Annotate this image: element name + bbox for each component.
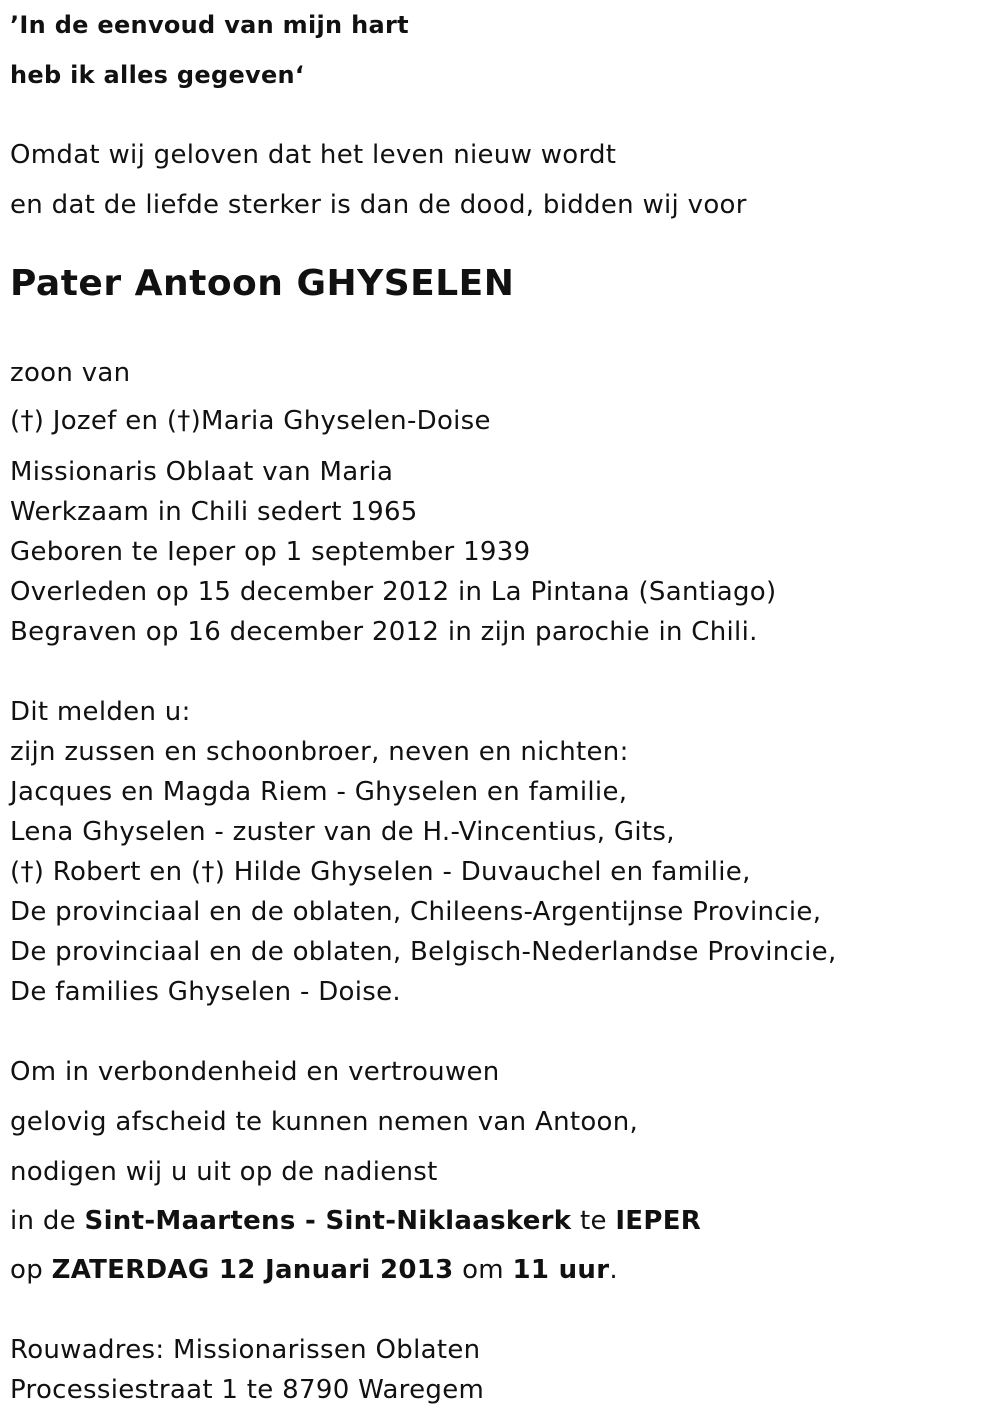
announcer-line: (†) Robert en (†) Hilde Ghyselen - Duvauchel en familie,: [10, 857, 751, 887]
quote-line-2: heb ik alles gegeven‘: [10, 61, 305, 89]
address-line-2: Processiestraat 1 te 8790 Waregem: [10, 1375, 485, 1405]
intro-line-2: en dat de liefde sterker is dan de dood, bidden wij voor: [10, 190, 747, 220]
bio-line: Begraven op 16 december 2012 in zijn parochie in Chili.: [10, 617, 758, 647]
location-prefix: in de: [10, 1206, 85, 1236]
parents-label: zoon van: [10, 358, 131, 388]
announcers-intro: Dit melden u:: [10, 697, 191, 727]
service-time: 11 uur: [512, 1255, 610, 1285]
date-prefix: op: [10, 1255, 52, 1285]
parents-names: (†) Jozef en (†)Maria Ghyselen-Doise: [10, 406, 491, 436]
bio-line: Missionaris Oblaat van Maria: [10, 457, 394, 487]
service-location: [10, 1204, 701, 1238]
service-date: [10, 1253, 618, 1287]
service-line-2: gelovig afscheid te kunnen nemen van Antoon,: [10, 1107, 639, 1137]
quote-line-1: ’In de eenvoud van mijn hart: [10, 11, 409, 39]
location-mid: te: [571, 1206, 616, 1236]
intro-line-1: Omdat wij geloven dat het leven nieuw wordt: [10, 140, 617, 170]
city-name: IEPER: [615, 1206, 702, 1236]
announcer-line: Jacques en Magda Riem - Ghyselen en familie,: [10, 777, 628, 807]
announcer-line: De provinciaal en de oblaten, Chileens-Argentijnse Provincie,: [10, 897, 822, 927]
announcer-line: zijn zussen en schoonbroer, neven en nichten:: [10, 737, 629, 767]
service-line-3: nodigen wij u uit op de nadienst: [10, 1157, 438, 1187]
church-name: Sint-Maartens - Sint-Niklaaskerk: [84, 1206, 572, 1236]
bio-line: Geboren te Ieper op 1 september 1939: [10, 537, 531, 567]
bio-line: Werkzaam in Chili sedert 1965: [10, 497, 418, 527]
announcer-line: De provinciaal en de oblaten, Belgisch-Nederlandse Provincie,: [10, 937, 837, 967]
bio-line: Overleden op 15 december 2012 in La Pintana (Santiago): [10, 577, 777, 607]
time-suffix: .: [609, 1255, 618, 1285]
address-line-1: Rouwadres: Missionarissen Oblaten: [10, 1335, 481, 1365]
announcer-line: Lena Ghyselen - zuster van de H.-Vincentius, Gits,: [10, 817, 675, 847]
announcer-line: De families Ghyselen - Doise.: [10, 977, 401, 1007]
service-date-value: ZATERDAG 12 Januari 2013: [51, 1255, 454, 1285]
deceased-name: Pater Antoon GHYSELEN: [10, 263, 515, 304]
service-line-1: Om in verbondenheid en vertrouwen: [10, 1057, 500, 1087]
time-mid: om: [453, 1255, 513, 1285]
